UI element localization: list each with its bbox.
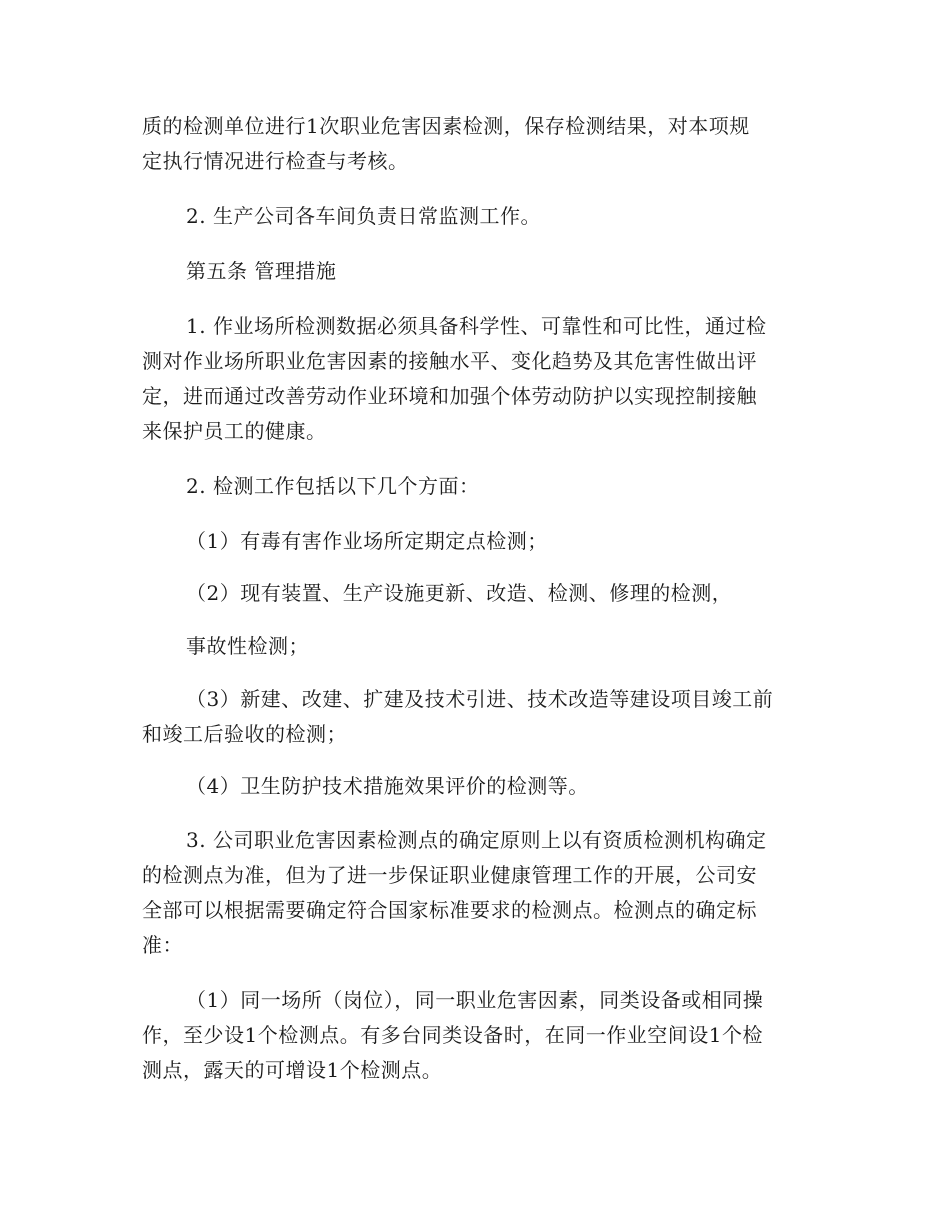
text-line: 测对作业场所职业危害因素的接触水平、变化趋势及其危害性做出评 — [142, 349, 757, 373]
text-line: 2. 检测工作包括以下几个方面： — [186, 474, 480, 498]
text-line: 质的检测单位进行1次职业危害因素检测，保存检测结果，对本项规 — [142, 114, 750, 138]
text-line: 的检测点为准，但为了进一步保证职业健康管理工作的开展，公司安 — [142, 863, 757, 887]
text-line: （1）同一场所（岗位），同一职业危害因素，同类设备或相同操 — [186, 988, 764, 1012]
text-line: 3. 公司职业危害因素检测点的确定原则上以有资质检测机构确定 — [186, 828, 767, 852]
text-line: （1）有毒有害作业场所定期定点检测； — [186, 529, 548, 553]
text-line: 作，至少设1个检测点。有多台同类设备时，在同一作业空间设1个检 — [142, 1023, 763, 1047]
text-line: （2）现有装置、生产设施更新、改造、检测、修理的检测， — [186, 581, 733, 605]
text-line: 来保护员工的健康。 — [142, 419, 327, 443]
text-line: 准： — [142, 933, 183, 957]
text-line: 定，进而通过改善劳动作业环境和加强个体劳动防护以实现控制接触 — [142, 384, 757, 408]
text-line: 1. 作业场所检测数据必须具备科学性、可靠性和可比性，通过检 — [186, 314, 767, 338]
text-line: 事故性检测； — [186, 634, 309, 658]
text-line: 测点，露天的可增设1个检测点。 — [142, 1058, 443, 1082]
section-title: 第五条 管理措施 — [186, 259, 337, 283]
text-line: 全部可以根据需要确定符合国家标准要求的检测点。检测点的确定标 — [142, 898, 757, 922]
text-line: 2. 生产公司各车间负责日常监测工作。 — [186, 204, 541, 228]
text-line: 定执行情况进行检查与考核。 — [142, 149, 409, 173]
text-line: （3）新建、改建、扩建及技术引进、技术改造等建设项目竣工前 — [186, 687, 774, 711]
text-line: 和竣工后验收的检测； — [142, 722, 347, 746]
text-line: （4）卫生防护技术措施效果评价的检测等。 — [186, 774, 589, 798]
